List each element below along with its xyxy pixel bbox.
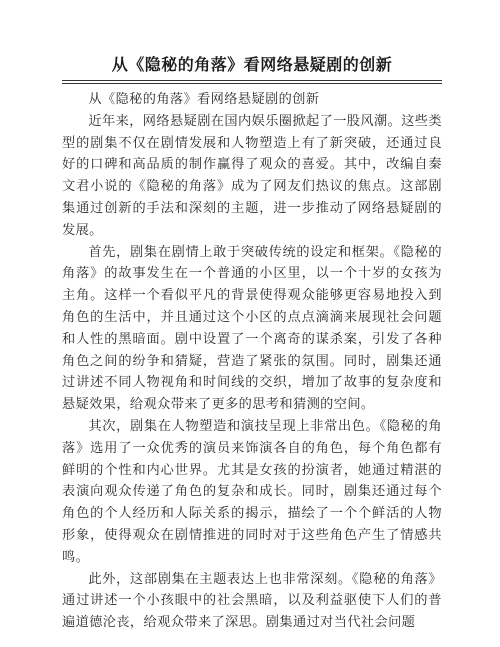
- title-underline-thin: [62, 83, 442, 84]
- paragraph-theme: 此外，这部剧集在主题表达上也非常深刻。《隐秘的角落》通过讲述一个小孩眼中的社会黑暗，以及利益驱使下人们的普遍道德沦丧，给观众带来了深思。剧集通过对当代社会问题: [62, 571, 442, 631]
- paragraph-plot: 首先，剧集在剧情上敢于突破传统的设定和框架。《隐秘的角落》的故事发生在一个普通的小区里，以一个十岁的女孩为主角。这样一个看似平凡的背景使得观众能够更容易地投入到角色的生活中，并且通过这个小区的点点滴滴来展现社会问题和人性的黑暗面。剧中设置了一个离奇的谋杀案，引发了各种角色之间的纷争和猜疑，营造了紧张的氛围。同时，剧集还通过讲述不同人物视角和时间线的交织，增加了故事的复杂度和悬疑效果，给观众带来了更多的思考和猜测的空间。: [62, 244, 442, 413]
- paragraph-intro: 近年来，网络悬疑剧在国内娱乐圈掀起了一股风潮。这些类型的剧集不仅在剧情发展和人物塑造上有了新突破，还通过良好的口碑和高品质的制作赢得了观众的喜爱。其中，改编自秦文君小说的《隐秘的角落》成为了网友们热议的焦点。这部剧集通过创新的手法和深刻的主题，进一步推动了网络悬疑剧的发展。: [62, 113, 442, 238]
- document-title: 从《隐秘的角落》看网络悬疑剧的创新: [111, 55, 393, 74]
- paragraph-characters: 其次，剧集在人物塑造和演技呈现上非常出色。《隐秘的角落》选用了一众优秀的演员来饰演各自的角色，每个角色都有鲜明的个性和内心世界。尤其是女孩的扮演者，她通过精湛的表演向观众传递了角色的复杂和成长。同时，剧集还通过每个角色的个人经历和人际关系的揭示，描绘了一个个鲜活的人物形象，使得观众在剧情推进的同时对于这些角色产生了情感共鸣。: [62, 418, 442, 565]
- article-body: [62, 89, 442, 634]
- title-underline-thick: [62, 80, 442, 81]
- article-subtitle: 从《隐秘的角落》看网络悬疑剧的创新: [88, 92, 320, 107]
